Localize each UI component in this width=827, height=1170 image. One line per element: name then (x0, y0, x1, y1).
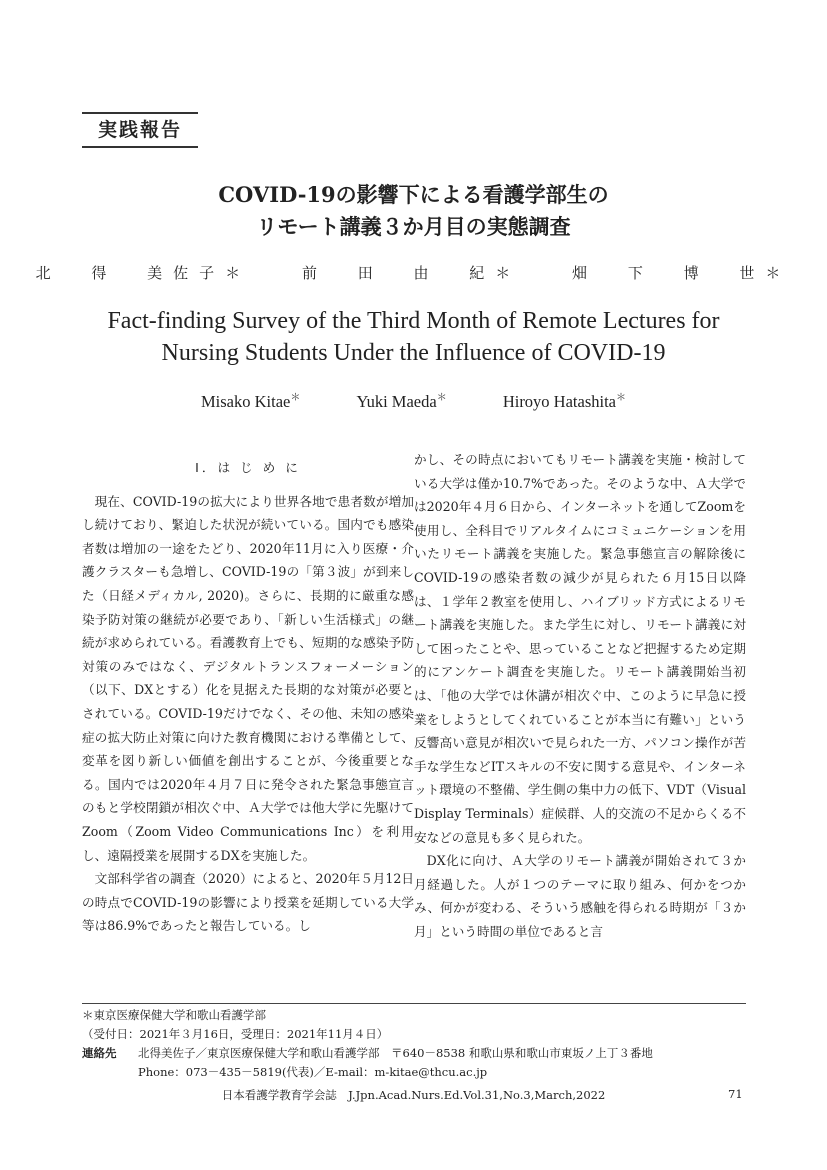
contact-line-1 (82, 1044, 746, 1063)
english-title-line-2: Nursing Students Under the Influence of COVID-19 (161, 340, 666, 366)
author-en-2: Yuki Maeda＊ (356, 391, 447, 411)
contact-label: 連絡先 (82, 1046, 117, 1060)
author-jp-3: 畑 下 博 世＊ (572, 264, 792, 282)
right-column-paragraph-1: かし、その時点においてもリモート講義を実施・検討している大学は僅か10.7%であった。そのような中、Ａ大学では2020年４月６日から、インターネットを通してZoomを使用し、全科目でリアルタイムにコミュニケーションを用いたリモート講義を実施した。緊急事態宣言の解除後にCOVID-19の感染者数の減少が見られた６月15日以降は、１学年２教室を使用し、ハイブリッド方式によるリモート講義を実施した。また学生に対し、リモート講義に対して困ったことや、思っていることなど把握するため定期的にアンケート調査を実施した。リモート講義開始当初は、「他の大学では休講が相次ぐ中、このように早急に授業をしようとしてくれていることが本当に有難い」という反響高い意見が相次いで見られた一方、パソコン操作が苦手な学生などITスキルの不安に関する意見や、インターネット環境の不整備、学生側の集中力の低下、VDT（Visual Display Terminals）症候群、人的交流の不足からくる不安などの意見も多く見られた。 (414, 452, 746, 845)
author-en-3: Hiroyo Hatashita＊ (502, 391, 626, 411)
right-column (414, 448, 746, 943)
left-column (82, 448, 414, 938)
footnote-divider (82, 1003, 746, 1004)
page-number: 71 (728, 1087, 743, 1101)
author-jp-1: 北 得 美佐子＊ (35, 264, 252, 282)
section-heading: Ⅰ．は じ め に (195, 460, 301, 475)
contact-address: 北得美佐子／東京医療保健大学和歌山看護学部 〒640－8538 和歌山県和歌山市東坂ノ上丁３番地 (138, 1046, 653, 1060)
article-category-label: 実践報告 (82, 112, 198, 148)
english-title-line-1: Fact-finding Survey of the Third Month of Remote Lectures for (107, 308, 720, 334)
english-authors (0, 388, 827, 412)
author-en-1: Misako Kitae＊ (201, 391, 301, 411)
japanese-title-line-1: COVID-19の影響下による看護学部生の (218, 182, 609, 207)
left-column-paragraph-1: 現在、COVID-19の拡大により世界各地で患者数が増加し続けており、緊迫した状況が続いている。国内でも感染者数は増加の一途をたどり、2020年11月に入り医療・介護クラスターも急増し、COVID-19の「第３波」が到来した（日経メディカル, 2020)。さらに、長期的に厳重な感染予防対策の継続が必要であり、「新しい生活様式」の継続が求められている。看護教育上でも、短期的な感染予防対策のみではなく、デジタルトランスフォーメーション（以下、DXとする）化を見据えた長期的な対策が必要とされている。COVID-19だけでなく、その他、未知の感染症の拡大防止対策に向けた教育機関における準備として、変革を図り新しい価値を創出することが、今後重要となる。国内では2020年４月７日に発令された緊急事態宣言のもと学校閉鎖が相次ぐ中、Ａ大学では他大学に先駆けてZoom（Zoom Video Communications Inc）を利用し、遠隔授業を展開するDXを実施した。 (82, 493, 414, 863)
right-column-paragraph-2: DX化に向け、Ａ大学のリモート講義が開始されて３か月経過した。人が１つのテーマに取り組み、何かをつかみ、何かが変わる、そういう感触を得られる時期が「３か月」という時間の単位であると言 (414, 853, 746, 939)
japanese-title-line-2: リモート講義３か月目の実態調査 (256, 214, 571, 239)
journal-citation: 日本看護学教育学会誌 J.Jpn.Acad.Nurs.Ed.Vol.31,No.3,March,2022 (221, 1088, 606, 1102)
japanese-authors (0, 262, 827, 283)
affiliation-note: ＊東京医療保健大学和歌山看護学部 (82, 1008, 266, 1022)
author-jp-2: 前 田 由 紀＊ (301, 264, 522, 282)
contact-line-2: Phone：073－435－5819(代表)／E-mail：m-kitae@thcu.ac.jp (138, 1065, 488, 1079)
left-column-paragraph-2: 文部科学省の調査（2020）によると、2020年５月12日の時点でCOVID-19の影響により授業を延期している大学等は86.9%であったと報告している。し (82, 871, 415, 934)
received-date-note: （受付日：2021年３月16日，受理日：2021年11月４日） (82, 1027, 389, 1041)
